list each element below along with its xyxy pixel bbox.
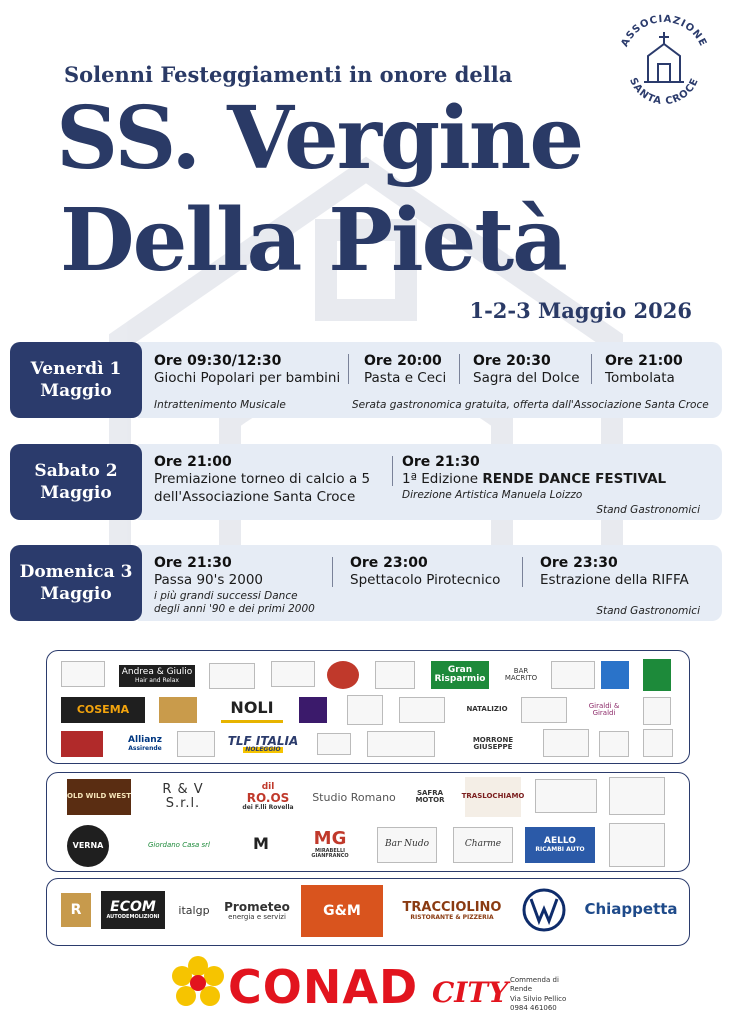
sponsor-name: Allianz (128, 735, 162, 746)
sponsor-name: Giordano Casa srl (147, 841, 210, 850)
sponsor-name: R & V S.r.l. (162, 782, 204, 811)
event-name: Spettacolo Pirotecnico (350, 572, 501, 589)
sponsor-logo (399, 697, 445, 723)
event-note: Stand Gastronomici (596, 605, 700, 617)
event-item (540, 554, 689, 590)
sponsor-name: Studio (312, 791, 348, 805)
sponsor-aello (525, 827, 595, 863)
event-item (350, 554, 500, 590)
sponsor-logo (543, 729, 589, 757)
conad-flower-icon (170, 956, 226, 1012)
sponsor-subname: Risparmio (434, 674, 486, 684)
event-item (364, 352, 446, 388)
sponsor-tlf-italia (227, 731, 299, 757)
sponsor-noli (221, 697, 283, 723)
sponsor-name: Chiappetta (584, 900, 678, 919)
sponsor-giordano (131, 837, 227, 855)
day-label (10, 545, 142, 621)
sponsor-logo (375, 661, 415, 689)
sponsor-subname: Romano (350, 791, 396, 805)
sponsor-name: COSEMA (76, 703, 130, 717)
sponsor-morrone (453, 735, 533, 753)
sponsor-name: MORRONE GIUSEPPE (472, 735, 514, 751)
sponsor-name: RO.OS (246, 791, 290, 806)
sponsor-chiappetta (579, 895, 683, 925)
sponsor-logo (535, 779, 597, 813)
event-name: Sagra del Dolce (473, 370, 580, 387)
sponsor-name: AELLO (544, 836, 576, 847)
event-item (473, 352, 580, 388)
address-line: Commenda di Rende (510, 976, 559, 994)
sponsor-allianz (117, 731, 173, 757)
sponsor-gm (301, 885, 383, 937)
conad-brand: CONAD (228, 960, 419, 1014)
sponsor-logo (347, 695, 383, 725)
svg-text:ASSOCIAZIONE: ASSOCIAZIONE (619, 13, 709, 49)
event-name: Tombolata (605, 370, 675, 387)
event-name-prefix: 1ª Edizione (402, 471, 483, 488)
sponsor-subname: Hair and Relax (135, 676, 179, 684)
sponsor-subname: Assirende (128, 744, 162, 752)
sponsor-giraldi (583, 695, 625, 725)
sponsor-logo (271, 661, 315, 687)
sponsor-logo (643, 729, 673, 757)
day-label-line1: Venerdì 1 (30, 358, 122, 379)
sponsor-logo (551, 661, 595, 689)
divider (459, 354, 460, 384)
sponsor-name: TLF ITALIA (227, 733, 299, 748)
sponsor-logo (327, 661, 359, 689)
sponsor-logo (61, 731, 103, 757)
sponsor-traslochiamo (461, 777, 525, 817)
conad-city-footer (170, 956, 570, 1016)
event-time: Ore 21:00 (605, 353, 683, 369)
sponsor-name: MG (313, 828, 347, 850)
day-label-line2: Maggio (40, 483, 112, 503)
sponsor-name: TRASLOCHIAMO (461, 792, 525, 801)
event-time: Ore 23:00 (350, 555, 428, 571)
event-name: Pasta e Ceci (364, 370, 447, 387)
sponsor-logo (521, 697, 567, 723)
event-time: Ore 20:00 (364, 353, 442, 369)
sponsor-name: Andrea & Giulio (121, 667, 193, 678)
sponsor-name: NOLI (230, 698, 274, 718)
event-name: Estrazione della RIFFA (540, 572, 689, 589)
sponsor-mirabelli (299, 825, 361, 865)
event-dates: 1-2-3 Maggio 2026 (469, 298, 692, 323)
vw-logo-icon (521, 887, 567, 933)
sponsor-logo (367, 731, 435, 757)
sponsor-cosema (61, 697, 145, 723)
sponsor-box-3 (46, 878, 690, 946)
event-note: Stand Gastronomici (596, 504, 700, 516)
sponsor-name: TRACCIOLINO (402, 900, 502, 916)
sponsor-name: Charme (464, 839, 502, 850)
event-item (154, 352, 340, 388)
day-label-line2: Maggio (40, 381, 112, 401)
sponsor-andrea-giulio (119, 665, 195, 687)
event-time: Ore 20:30 (473, 353, 551, 369)
sponsor-logo (177, 731, 215, 757)
sponsor-logo (609, 823, 665, 867)
event-time: Ore 21:00 (154, 454, 232, 470)
sponsor-name: OLD WILD WEST (67, 792, 132, 801)
event-item (154, 554, 315, 617)
sponsor-name: Gran (447, 664, 473, 675)
day-label-line1: Sabato 2 (34, 460, 118, 481)
sponsor-logo (601, 661, 629, 689)
event-item (154, 453, 370, 506)
event-name: Passa 90's 2000 (154, 572, 264, 589)
sponsor-bar-nudo (377, 827, 437, 863)
divider (392, 456, 393, 486)
day-label-line1: Domenica 3 (19, 561, 133, 582)
sponsor-m-logo: M (253, 833, 269, 853)
sponsor-subname: dei F.lli Rovella (242, 803, 294, 811)
sponsor-bar-macrito (501, 661, 541, 689)
sponsor-name: SAFRA (416, 788, 444, 797)
sponsor-name: Bar Nudo (385, 839, 429, 850)
sponsor-name: italgp (178, 904, 210, 918)
event-title-line1: SS. Vergine (56, 88, 583, 189)
event-subnote: degli anni '90 e dei primi 2000 (154, 603, 315, 616)
sponsor-subname: MOTOR (415, 796, 445, 804)
sponsor-natalizio (461, 697, 513, 723)
sponsor-ecom (101, 891, 165, 929)
sponsor-roos (235, 777, 301, 817)
sponsor-safra-motor (405, 781, 455, 813)
event-time: Ore 21:30 (154, 555, 232, 571)
event-time: Ore 09:30/12:30 (154, 353, 282, 369)
sponsor-name: VERNA (72, 840, 104, 850)
divider (522, 557, 523, 587)
sponsor-name: G&M (323, 902, 361, 919)
sponsor-name: Giraldi & Giraldi (588, 701, 620, 717)
sponsor-logo (61, 661, 105, 687)
divider (348, 354, 349, 384)
sponsor-box-2 (46, 772, 690, 872)
event-note: Intrattenimento Musicale (154, 399, 286, 411)
address-line: Via Silvio Pellico (510, 994, 567, 1003)
sponsor-ar-logo: R (61, 893, 91, 927)
sponsor-subname: RICAMBI AUTO (535, 845, 585, 853)
sponsor-logo (299, 697, 327, 723)
day-label (10, 444, 142, 520)
event-name-bold: RENDE DANCE FESTIVAL (482, 471, 667, 488)
event-subnote: i più grandi successi Dance (154, 589, 298, 602)
event-name: dell'Associazione Santa Croce (154, 488, 356, 505)
sponsor-rvs (143, 782, 223, 811)
sponsor-logo (609, 777, 665, 815)
sponsor-name: BAR (513, 666, 529, 675)
sponsor-logo (159, 697, 197, 723)
sponsor-name: Prometeo (224, 900, 290, 915)
day-label-line2: Maggio (40, 584, 112, 604)
sponsor-logo (643, 697, 671, 725)
svg-text:SANTA CROCE: SANTA CROCE (626, 76, 702, 108)
sponsor-verna (67, 825, 109, 867)
event-subtitle: Solenni Festeggiamenti in onore della (64, 62, 513, 87)
sponsor-old-wild-west (67, 779, 131, 815)
day-label (10, 342, 142, 418)
sponsor-subname: dil (261, 781, 275, 792)
sponsor-gran-risparmio (431, 661, 489, 689)
sponsor-tracciolino (393, 883, 511, 939)
event-item (605, 352, 683, 388)
address-phone: 0984 461060 (510, 1004, 557, 1013)
event-name (402, 471, 666, 489)
conad-city-suffix: CITY (432, 976, 509, 1009)
sponsor-logo (599, 731, 629, 757)
event-title-line2: Della Pietà (60, 190, 566, 291)
sponsor-italgp (171, 889, 217, 933)
sponsor-charme (453, 827, 513, 863)
sponsor-subname: RISTORANTE & PIZZERIA (410, 913, 494, 921)
sponsor-name: ECOM (110, 899, 156, 916)
event-time: Ore 21:30 (402, 454, 480, 470)
sponsor-studio-romano (312, 787, 396, 809)
divider (332, 557, 333, 587)
sponsor-subname: AUTODEMOLIZIONI (106, 913, 160, 920)
event-name: Giochi Popolari per bambini (154, 370, 341, 387)
divider (591, 354, 592, 384)
event-note: Serata gastronomica gratuita, offerta dall'Associazione Santa Croce (352, 399, 709, 411)
sponsor-prometeo (219, 889, 295, 933)
event-time: Ore 23:30 (540, 555, 618, 571)
sponsor-subname: MIRABELLI GIANFRANCO (311, 848, 349, 860)
sponsor-box-1 (46, 650, 690, 764)
event-subnote: Direzione Artistica Manuela Loizzo (402, 488, 583, 501)
sponsor-subname: NOLEGGIO (245, 746, 281, 754)
event-name: Premiazione torneo di calcio a 5 (154, 471, 371, 488)
sponsor-logo (643, 659, 671, 691)
event-item (402, 453, 666, 502)
conad-address (510, 976, 570, 1014)
sponsor-subname: MACRITO (504, 674, 538, 682)
sponsor-name: NATALIZIO (466, 705, 508, 714)
sponsor-subname: energia e servizi (228, 912, 286, 921)
sponsor-logo (317, 733, 351, 755)
sponsor-logo (209, 663, 255, 689)
